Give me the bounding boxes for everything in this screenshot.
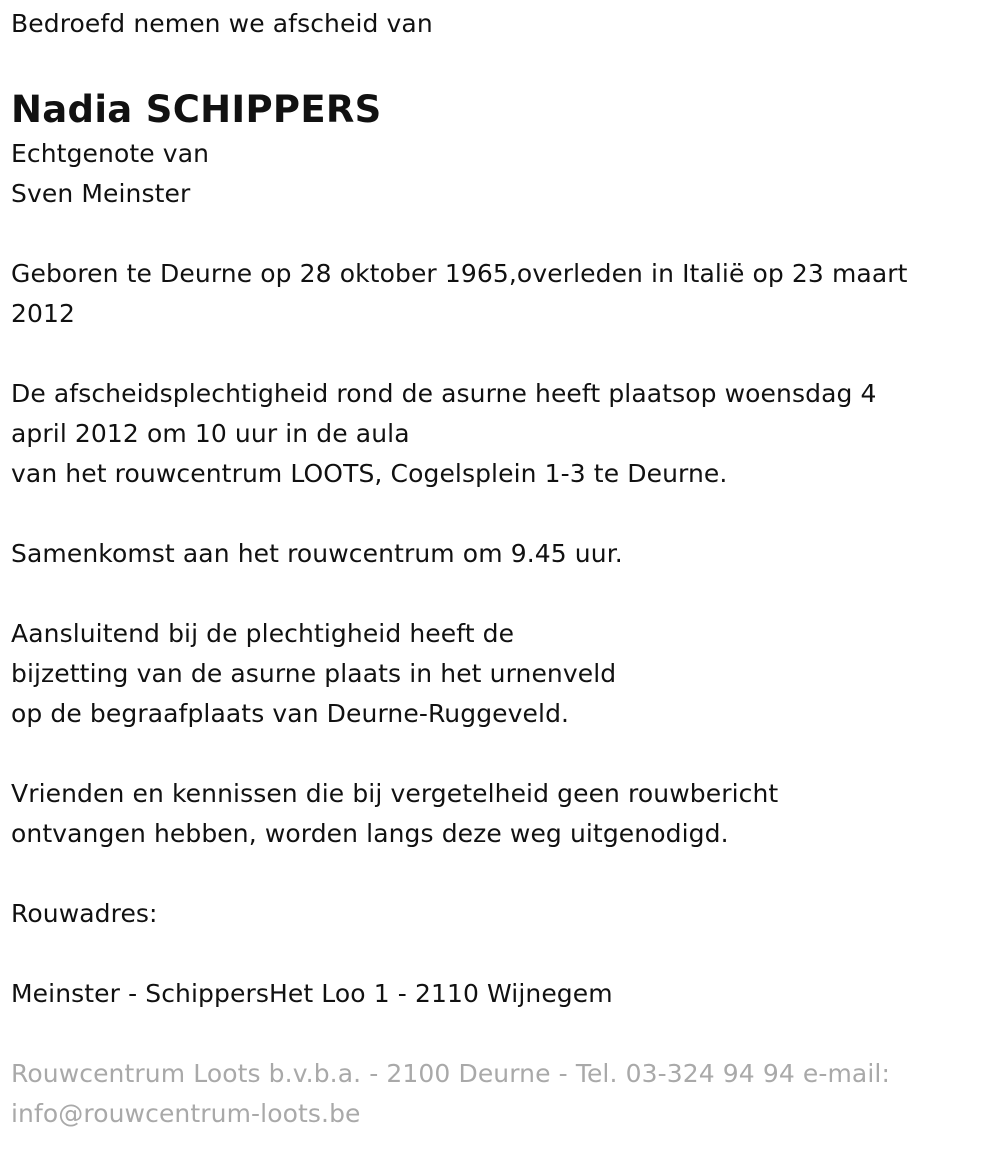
spacer [11,574,971,614]
ceremony-line: van het rouwcentrum LOOTS, Cogelsplein 1-3 te Deurne. [11,459,728,488]
spacer [11,1014,971,1054]
invitation-paragraph [11,774,971,854]
spacer [11,734,971,774]
footer-email-line: info@rouwcentrum-loots.be [11,1099,361,1128]
ceremony-line: april 2012 om 10 uur in de aula [11,419,410,448]
interment-line: op de begraafplaats van Deurne-Ruggeveld. [11,699,570,728]
invitation-line: ontvangen hebben, worden langs deze weg uitgenodigd. [11,819,729,848]
footer-contact-line: Rouwcentrum Loots b.v.b.a. - 2100 Deurne - Tel. 03-324 94 94 e-mail: [11,1059,890,1088]
interment-line: bijzetting van de asurne plaats in het urnenveld [11,659,617,688]
spacer [11,854,971,894]
interment-line: Aansluitend bij de plechtigheid heeft de [11,619,515,648]
ceremony-paragraph [11,374,971,494]
intro-text: Bedroefd nemen we afscheid van [11,9,433,38]
birth-death-paragraph [11,254,971,334]
funeral-home-footer [11,1054,971,1134]
spacer [11,44,971,84]
mourning-address-label: Rouwadres: [11,899,158,928]
relation-label: Echtgenote van [11,139,210,168]
interment-paragraph [11,614,971,734]
ceremony-line: De afscheidsplechtigheid rond de asurne heeft plaatsop woensdag 4 [11,379,877,408]
birth-death-line: 2012 [11,299,76,328]
spacer [11,934,971,974]
mourning-address-value: Meinster - SchippersHet Loo 1 - 2110 Wijnegem [11,979,613,1008]
spacer [11,214,971,254]
invitation-line: Vrienden en kennissen die bij vergetelheid geen rouwbericht [11,779,779,808]
spouse-name: Sven Meinster [11,179,191,208]
spacer [11,494,971,534]
gathering-text: Samenkomst aan het rouwcentrum om 9.45 uur. [11,539,623,568]
spacer [11,334,971,374]
deceased-name: Nadia SCHIPPERS [11,88,382,131]
birth-death-line: Geboren te Deurne op 28 oktober 1965,overleden in Italië op 23 maart [11,259,908,288]
death-notice [11,4,971,1134]
